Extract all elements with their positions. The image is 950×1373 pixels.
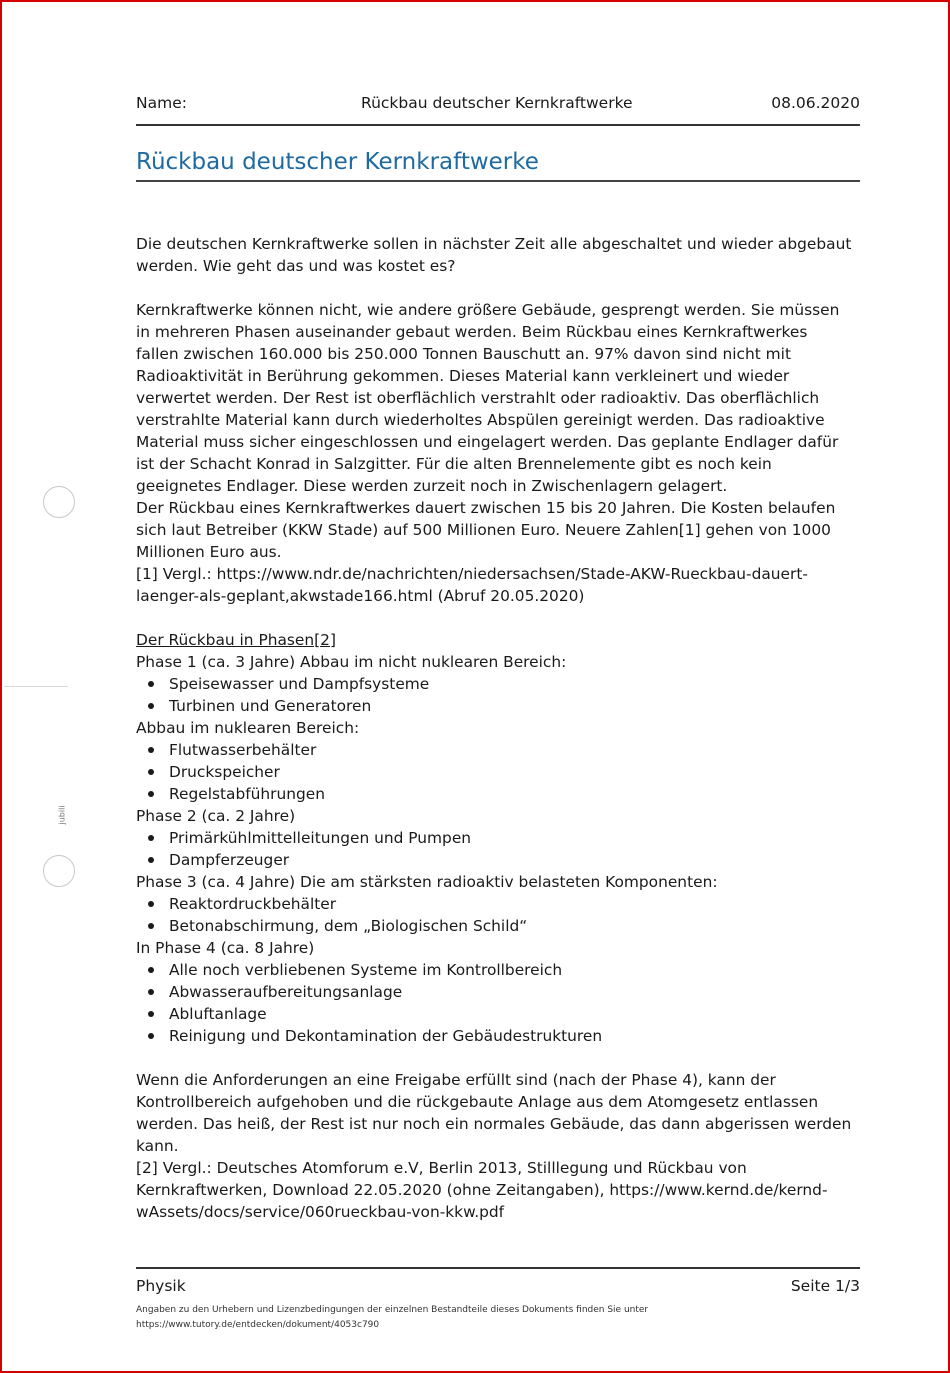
text-line: Wenn die Anforderungen an eine Freigabe erfüllt sind (nach der Phase 4), kann der [136,1071,776,1089]
list-item: Primärkühlmittelleitungen und Pumpen [136,827,860,849]
list-item: Turbinen und Generatoren [136,695,860,717]
text-line: Der Rückbau eines Kernkraftwerkes dauert zwischen 15 bis 20 Jahren. Die Kosten belaufen [136,499,836,517]
page-title: Rückbau deutscher Kernkraftwerke [136,146,860,182]
text-line: werden. Wie geht das und was kostet es? [136,257,456,275]
footnote-line: [2] Vergl.: Deutsches Atomforum e.V, Berlin 2013, Stilllegung und Rückbau von [136,1159,747,1177]
phase2-list [136,827,860,871]
footnote-line: wAssets/docs/service/060rueckbau-von-kkw.pdf [136,1203,505,1221]
closing-paragraph [136,1069,860,1223]
license-text: Angaben zu den Urhebern und Lizenzbedingungen der einzelnen Bestandteile dieses Dokuments finden Sie unter [136,1305,649,1315]
footer-page-number: Seite 1/3 [790,1277,860,1295]
text-line: in mehreren Phasen auseinander gebaut werden. Beim Rückbau eines Kernkraftwerkes [136,323,808,341]
list-item: Dampferzeuger [136,849,860,871]
phase4-list [136,959,860,1047]
list-item: Reinigung und Dekontamination der Gebäudestrukturen [136,1025,860,1047]
text-line: geeignetes Endlager. Diese werden zurzeit noch in Zwischenlagern gelagert. [136,477,728,495]
phase4-label: In Phase 4 (ca. 8 Jahre) [136,939,315,957]
text-line: ist der Schacht Konrad in Salzgitter. Für die alten Brennelemente gibt es noch kein [136,455,772,473]
document-body [136,233,860,1223]
license-notice [136,1303,860,1333]
list-item: Speisewasser und Dampfsysteme [136,673,860,695]
list-item: Abluftanlage [136,1003,860,1025]
text-line: werden. Das heiß, der Rest ist nur noch ein normales Gebäude, das dann abgerissen werden [136,1115,852,1133]
list-item: Regelstabführungen [136,783,860,805]
phase3-list [136,893,860,937]
nuclear-list [136,739,860,805]
list-item: Alle noch verbliebenen Systeme im Kontrollbereich [136,959,860,981]
text-line: sich laut Betreiber (KKW Stade) auf 500 Millionen Euro. Neuere Zahlen[1] gehen von 1000 [136,521,831,539]
list-item: Betonabschirmung, dem „Biologischen Schild“ [136,915,860,937]
text-line: Radioaktivität in Berührung gekommen. Dieses Material kann verkleinert und wieder [136,367,790,385]
list-item: Flutwasserbehälter [136,739,860,761]
text-line: Kontrollbereich aufgehoben und die rückgebaute Anlage aus dem Atomgesetz entlassen [136,1093,819,1111]
punch-hole-bottom [43,855,75,887]
margin-brand: jubili [57,805,67,825]
footer-subject: Physik [136,1277,186,1295]
text-line: Material muss sicher eingeschlossen und eingelagert werden. Das geplante Endlager dafür [136,433,839,451]
fold-mark [4,686,68,687]
text-line: verstrahlte Material kann durch wiederholtes Abspülen gereinigt werden. Das radioaktive [136,411,825,429]
phase3-label: Phase 3 (ca. 4 Jahre) Die am stärksten radioaktiv belasteten Komponenten: [136,873,718,891]
page-footer [136,1267,860,1301]
text-line: verwertet werden. Der Rest ist oberflächlich verstrahlt oder radioaktiv. Das oberflächlich [136,389,820,407]
text-line: Die deutschen Kernkraftwerke sollen in nächster Zeit alle abgeschaltet und wieder abgebaut [136,235,852,253]
list-item: Druckspeicher [136,761,860,783]
page-header [136,92,860,126]
header-doc-title: Rückbau deutscher Kernkraftwerke [361,94,633,112]
list-item: Abwasseraufbereitungsanlage [136,981,860,1003]
footnote-line: Kernkraftwerken, Download 22.05.2020 (ohne Zeitangaben), https://www.kernd.de/kernd- [136,1181,828,1199]
phase2-label: Phase 2 (ca. 2 Jahre) [136,807,296,825]
phases-heading: Der Rückbau in Phasen[2] [136,631,336,649]
phase1-label: Phase 1 (ca. 3 Jahre) Abbau im nicht nuklearen Bereich: [136,653,567,671]
license-url: https://www.tutory.de/entdecken/dokument/4053c790 [136,1320,380,1330]
text-line: kann. [136,1137,179,1155]
punch-hole-top [43,486,75,518]
footnote-line: laenger-als-geplant,akwstade166.html (Abruf 20.05.2020) [136,587,585,605]
intro-paragraph [136,233,860,277]
header-date: 08.06.2020 [771,94,860,112]
text-line: Kernkraftwerke können nicht, wie andere größere Gebäude, gesprengt werden. Sie müssen [136,301,840,319]
text-line: Millionen Euro aus. [136,543,282,561]
phase1-list [136,673,860,717]
text-line: fallen zwischen 160.000 bis 250.000 Tonnen Bauschutt an. 97% davon sind nicht mit [136,345,791,363]
main-paragraph [136,299,860,607]
list-item: Reaktordruckbehälter [136,893,860,915]
nuclear-label: Abbau im nuklearen Bereich: [136,719,360,737]
name-label: Name: [136,94,187,112]
footnote-line: [1] Vergl.: https://www.ndr.de/nachrichten/niedersachsen/Stade-AKW-Rueckbau-dauert- [136,565,808,583]
